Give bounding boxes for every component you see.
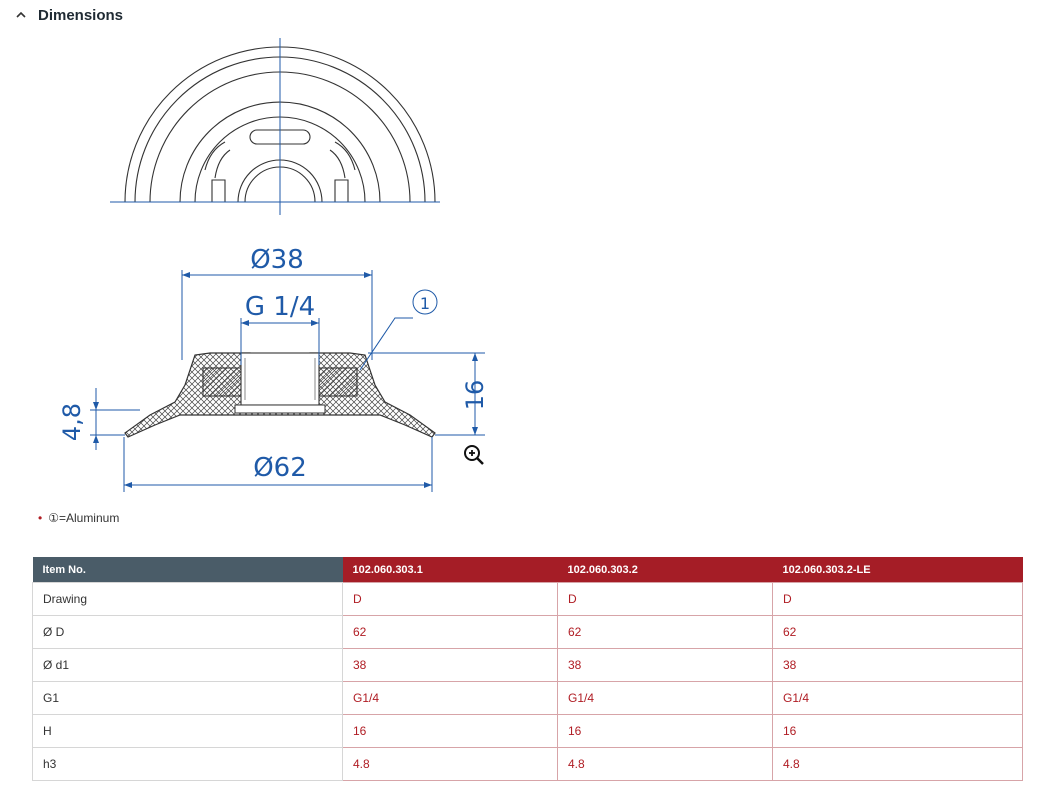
header-sku-3: 102.060.303.2-LE — [773, 557, 1023, 583]
table-row — [33, 682, 1023, 715]
table-row — [33, 649, 1023, 682]
row-label: Drawing — [33, 583, 343, 616]
label-callout: 1 — [419, 294, 431, 313]
top-view-centerlines — [110, 38, 440, 215]
cell-value: G1/4 — [773, 682, 1023, 715]
header-sku-2: 102.060.303.2 — [558, 557, 773, 583]
cell-value: 16 — [558, 715, 773, 748]
dimensions-toggle[interactable] — [14, 4, 123, 26]
cell-value: 38 — [558, 649, 773, 682]
row-label: H — [33, 715, 343, 748]
label-h3: 4,8 — [60, 402, 86, 442]
table-row — [33, 748, 1023, 781]
cell-value: 16 — [343, 715, 558, 748]
cell-value: 38 — [343, 649, 558, 682]
table-row — [33, 715, 1023, 748]
cell-value: 62 — [558, 616, 773, 649]
drawing-svg — [60, 30, 500, 500]
chevron-up-icon — [14, 8, 28, 22]
zoom-in-icon — [462, 443, 486, 467]
header-sku-1: 102.060.303.1 — [343, 557, 558, 583]
table-row — [33, 616, 1023, 649]
cell-value: 62 — [773, 616, 1023, 649]
row-label: G1 — [33, 682, 343, 715]
bullet-icon: • — [38, 511, 43, 525]
cell-value: 4.8 — [773, 748, 1023, 781]
row-label: h3 — [33, 748, 343, 781]
cell-value: D — [773, 583, 1023, 616]
label-h: 16 — [461, 379, 489, 411]
header-item-no: Item No. — [33, 557, 343, 583]
table-row — [33, 583, 1023, 616]
row-label: Ø d1 — [33, 649, 343, 682]
spec-table — [32, 557, 1023, 781]
table-header-row — [33, 557, 1023, 583]
technical-drawing — [60, 30, 500, 500]
cell-value: D — [558, 583, 773, 616]
label-d: Ø62 — [253, 453, 307, 483]
cell-value: 38 — [773, 649, 1023, 682]
label-g1: G 1/4 — [244, 292, 316, 322]
cell-value: 62 — [343, 616, 558, 649]
section-title: Dimensions — [38, 6, 124, 24]
notes-list — [38, 511, 119, 525]
note-aluminum: ①=Aluminum — [48, 511, 120, 525]
cell-value: 4.8 — [558, 748, 773, 781]
zoom-button[interactable] — [462, 443, 486, 467]
row-label: Ø D — [33, 616, 343, 649]
section-view — [125, 353, 435, 437]
cell-value: G1/4 — [343, 682, 558, 715]
label-d1: Ø38 — [250, 245, 304, 275]
cell-value: 16 — [773, 715, 1023, 748]
cell-value: 4.8 — [343, 748, 558, 781]
cell-value: G1/4 — [558, 682, 773, 715]
cell-value: D — [343, 583, 558, 616]
